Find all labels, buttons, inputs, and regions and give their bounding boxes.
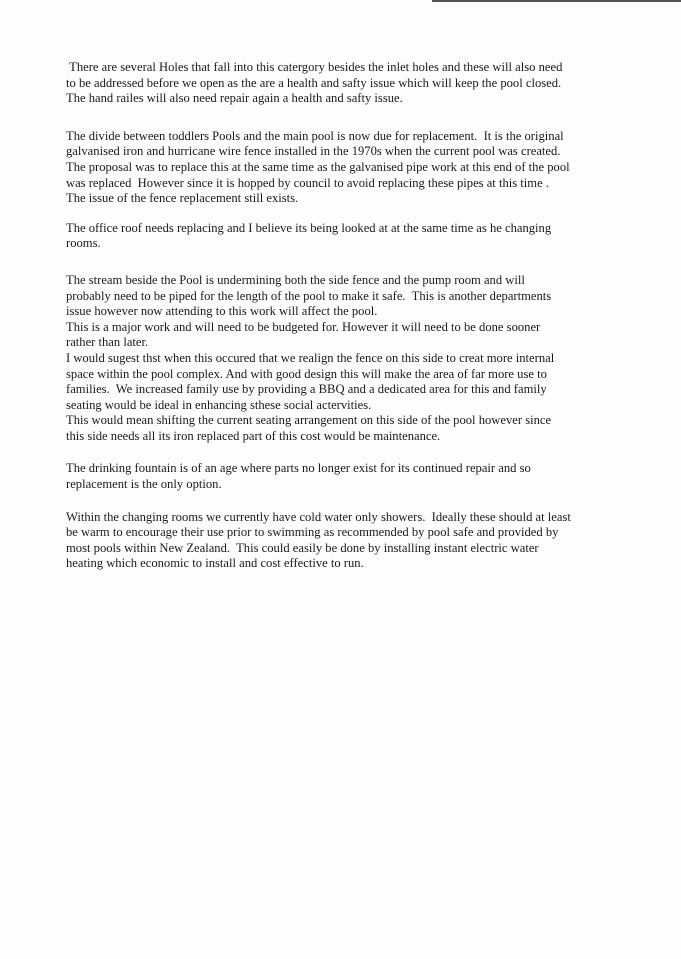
- paragraph-spacer: [66, 252, 626, 273]
- paragraph-stream: The stream beside the Pool is undermining both the side fence and the pump room and will probably need to be piped for the length of the pool to make it safe. This is another departments issue however now attending to this work will affect the pool. This is a major work and will need to be budgeted for. However it will need to be done sooner rather than later. I would sugest thst when this occured that we realign the fence on this side to creat more internal space within the pool complex. And with good design this will make the area of far more use to families. We increased family use by providing a BBQ and a dedicated area for this and family seating would be ideal in enhancing sthese social actervities. This would mean shifting the current seating arrangement on this side of the pool however since this side needs all its iron replaced part of this cost would be maintenance.: [66, 272, 555, 443]
- paragraph-spacer: [66, 207, 626, 221]
- document-body: [66, 60, 626, 572]
- paragraph-drinking-fountain: The drinking fountain is of an age where parts no longer exist for its continued repair and so replacement is the only option.: [66, 461, 531, 492]
- paragraph-holes: There are several Holes that fall into this catergory besides the inlet holes and these will also need to be addressed before we open as the are a health and safty issue which will keep the pool closed. The hand railes will also need repair again a health and safty issue.: [66, 60, 563, 106]
- paragraph-spacer: [66, 493, 626, 510]
- scan-edge-line: [432, 0, 681, 2]
- paragraph-spacer: [66, 107, 626, 129]
- paragraph-spacer: [66, 444, 626, 461]
- paragraph-changing-rooms: Within the changing rooms we currently have cold water only showers. Ideally these should at least be warm to encourage their use prior to swimming as recommended by pool safe and provided by most pools within New Zealand. This could easily be done by installing instant electric water heating which economic to install and cost effective to run.: [66, 509, 571, 571]
- paragraph-office-roof: The office roof needs replacing and I believe its being looked at at the same time as he changing rooms.: [66, 220, 552, 251]
- paragraph-toddler-pool-divide: The divide between toddlers Pools and the main pool is now due for replacement. It is the original galvanised iron and hurricane wire fence installed in the 1970s when the current pool was created. The proposal was to replace this at the same time as the galvanised pipe work at this end of the pool was replaced However since it is hopped by council to avoid replacing these pipes at this time . The issue of the fence replacement still exists.: [66, 128, 570, 206]
